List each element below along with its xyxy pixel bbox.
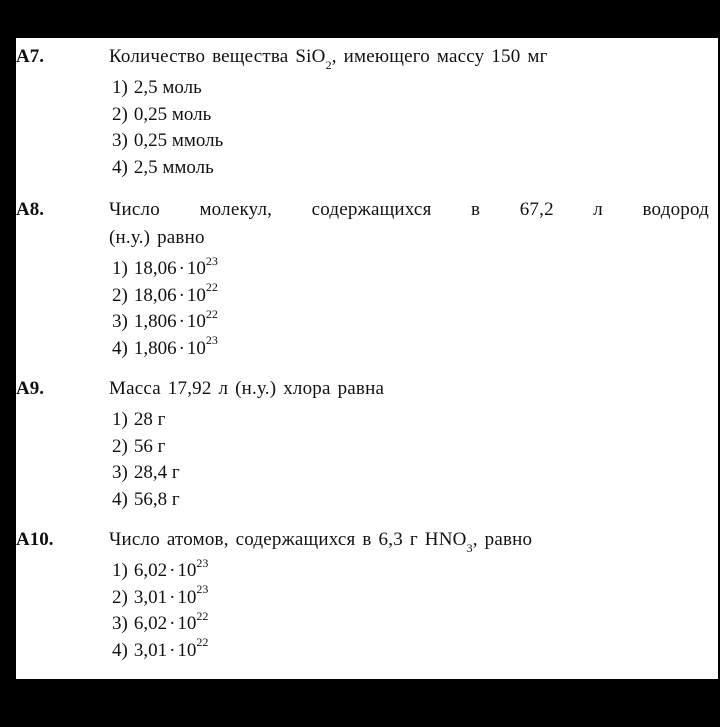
question-text: Масса 17,92 л (н.у.) хлора равна (109, 378, 385, 399)
question-text: Число атомов, содержащихся в 6,3 г $HNO_3$, равно (109, 529, 533, 555)
answer-option: 3) $1,806 \cdot 10^{22}$ (112, 306, 218, 332)
answer-option: 2) 56 г (112, 435, 166, 457)
answer-option: 4) 2,5 ммоль (112, 156, 214, 178)
answer-option: 1) $18,06 \cdot 10^{23}$ (112, 253, 218, 279)
worksheet-page (16, 38, 718, 679)
question-number: А10. (16, 529, 54, 550)
question-number: А7. (16, 46, 44, 67)
question-text: Количество вещества SiO$_2$, имеющего массу 150 мг (109, 46, 548, 72)
question-a7 (16, 43, 709, 181)
answer-option: 2) $3,01 \cdot 10^{23}$ (112, 582, 209, 608)
answer-options (112, 555, 709, 664)
answer-options (112, 75, 709, 181)
question-number: А9. (16, 378, 44, 399)
answer-option: 4) $1,806 \cdot 10^{23}$ (112, 333, 218, 359)
answer-option: 2) $18,06 \cdot 10^{22}$ (112, 280, 218, 306)
answer-option: 1) 2,5 моль (112, 77, 202, 98)
question-text: Число молекул, содержащихся в 67,2 л водород (н.у.) равно (109, 199, 709, 248)
answer-option: 4) 56,8 г (112, 488, 180, 510)
answer-option: 4) $3,01 \cdot 10^{22}$ (112, 635, 209, 661)
answer-option: 3) 28,4 г (112, 462, 180, 483)
question-number: А8. (16, 199, 44, 220)
question-a10 (16, 526, 709, 664)
answer-option: 1) $6,02 \cdot 10^{23}$ (112, 555, 209, 581)
answer-option: 1) 28 г (112, 409, 166, 430)
question-a9 (16, 375, 709, 513)
answer-option: 2) 0,25 моль (112, 103, 212, 125)
answer-option: 3) 0,25 ммоль (112, 130, 224, 151)
question-a8 (16, 196, 709, 362)
answer-options (112, 253, 709, 362)
answer-option: 3) $6,02 \cdot 10^{22}$ (112, 608, 209, 634)
answer-options (112, 407, 709, 513)
